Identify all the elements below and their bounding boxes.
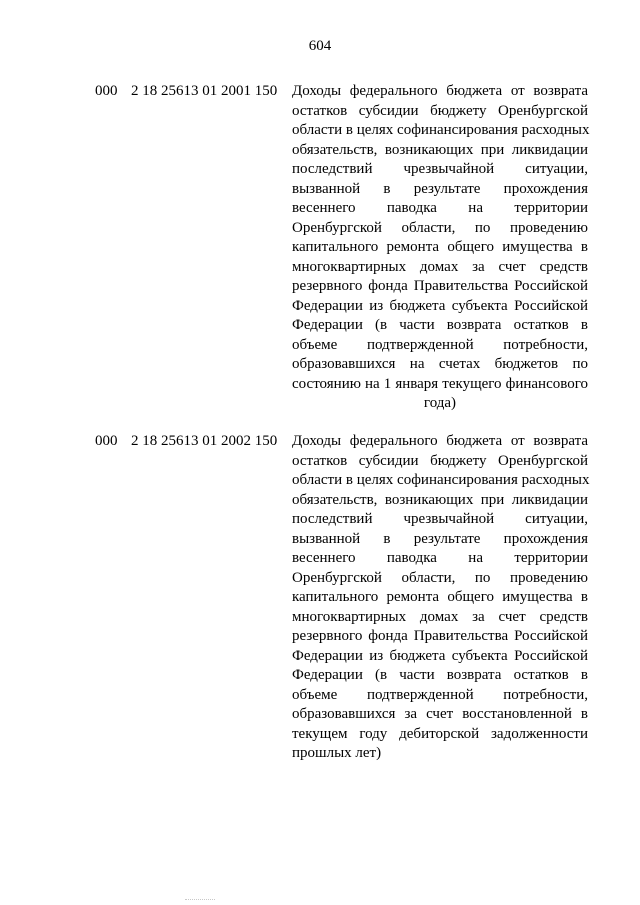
description-line: остатков субсидии бюджету Оренбургской	[292, 452, 588, 469]
description-line: многоквартирных домах за счет средств	[292, 608, 588, 625]
description-line: вызванной в результате прохождения	[292, 180, 588, 197]
description-line: остатков субсидии бюджету Оренбургской	[292, 102, 588, 119]
description-line: Доходы федерального бюджета от возврата	[292, 83, 588, 99]
description-line: Федерации (в части возврата остатков в	[292, 317, 588, 333]
admin-code: 000	[95, 83, 118, 99]
entry-description	[292, 432, 588, 764]
admin-code: 000	[95, 433, 118, 449]
description-line: года)	[423, 395, 457, 411]
description-line: объеме подтвержденной потребности,	[292, 336, 588, 353]
entry-description	[292, 82, 588, 414]
description-line: области в целях софинансирования расходных	[292, 472, 590, 488]
description-line: весеннего паводка на территории	[292, 550, 588, 566]
description-line: Оренбургской области, по проведению	[292, 219, 588, 236]
description-line: капитального ремонта общего имущества в	[292, 239, 588, 255]
kbk-code: 2 18 25613 01 2002 150	[131, 433, 278, 449]
description-line: последствий чрезвычайной ситуации,	[292, 511, 588, 527]
description-line: капитального ремонта общего имущества в	[292, 589, 588, 605]
description-line: Оренбургской области, по проведению	[292, 569, 588, 586]
kbk-code: 2 18 25613 01 2001 150	[131, 83, 278, 99]
description-line: Доходы федерального бюджета от возврата	[292, 433, 588, 449]
description-line: состоянию на 1 января текущего финансового	[292, 375, 588, 392]
description-line: резервного фонда Правительства Российской	[292, 628, 588, 644]
description-line: многоквартирных домах за счет средств	[292, 258, 588, 275]
description-line: текущем году дебиторской задолженности	[292, 725, 588, 742]
description-line: объеме подтвержденной потребности,	[292, 686, 588, 703]
description-line: обязательств, возникающих при ликвидации	[292, 141, 588, 158]
description-line: образовавшихся за счет восстановленной в	[292, 706, 588, 722]
description-line: обязательств, возникающих при ликвидации	[292, 491, 588, 508]
scan-edge-mark	[185, 899, 215, 900]
description-line: весеннего паводка на территории	[292, 200, 588, 216]
description-line: последствий чрезвычайной ситуации,	[292, 161, 588, 177]
description-line: Федерации из бюджета субъекта Российской	[292, 647, 588, 664]
page-number: 604	[308, 38, 332, 54]
description-line: Федерации из бюджета субъекта Российской	[292, 297, 588, 314]
description-line: области в целях софинансирования расходных	[292, 122, 590, 138]
description-line: образовавшихся на счетах бюджетов по	[292, 356, 588, 372]
description-line: Федерации (в части возврата остатков в	[292, 667, 588, 683]
description-line: вызванной в результате прохождения	[292, 530, 588, 547]
description-line: прошлых лет)	[292, 745, 382, 761]
description-line: резервного фонда Правительства Российской	[292, 278, 588, 294]
